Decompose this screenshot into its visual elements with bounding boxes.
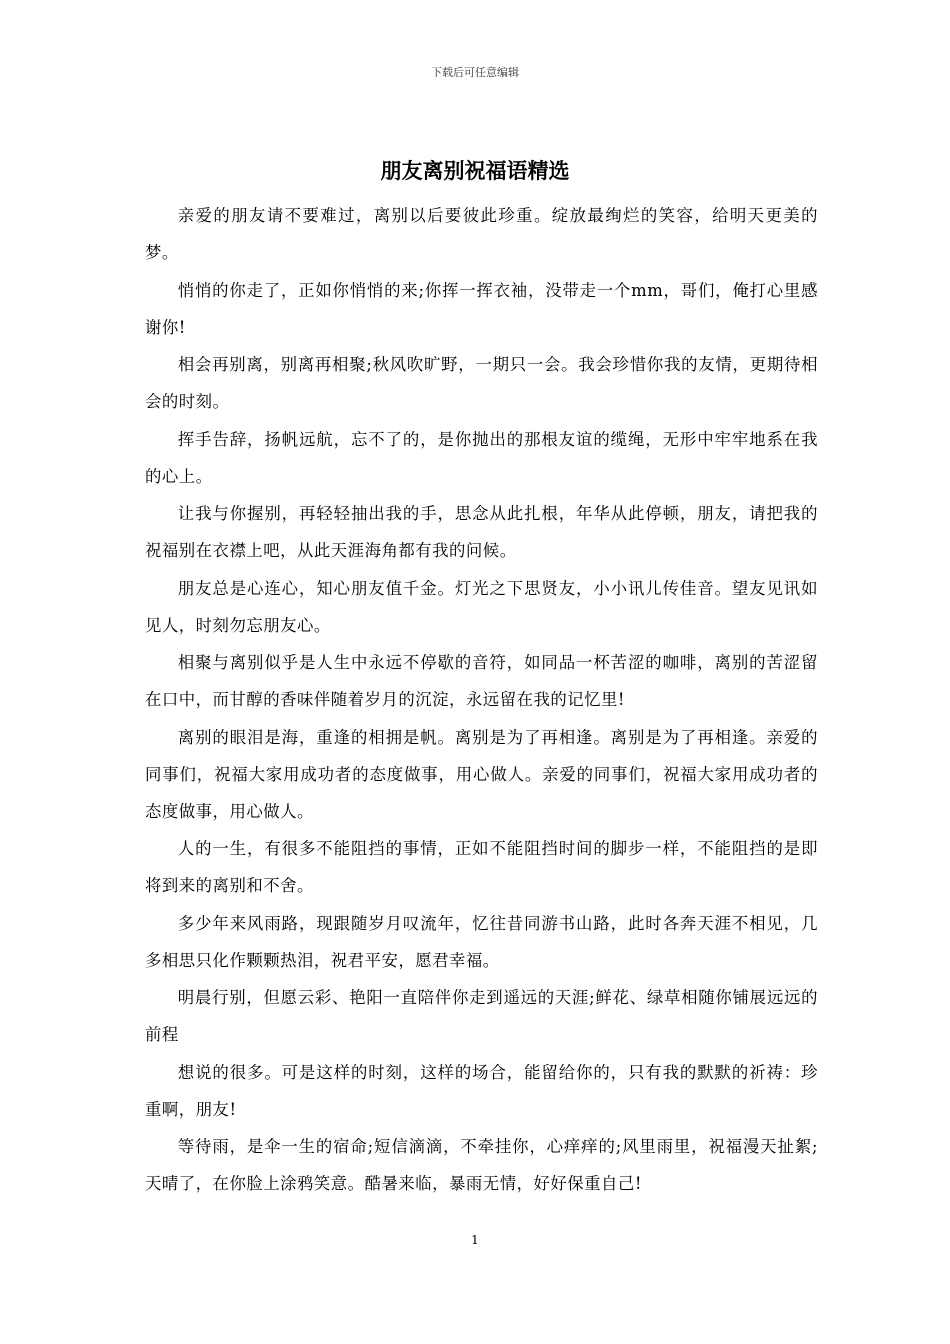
paragraph: 多少年来风雨路，现跟随岁月叹流年，忆往昔同游书山路，此时各奔天涯不相见，几多相思只化作颗颗热泪，祝君平安，愿君幸福。 bbox=[145, 913, 818, 970]
paragraph: 离别的眼泪是海，重逢的相拥是帆。离别是为了再相逢。离别是为了再相逢。亲爱的同事们，祝福大家用成功者的态度做事，用心做人。亲爱的同事们，祝福大家用成功者的态度做事，用心做人。 bbox=[145, 727, 818, 821]
paragraph: 相聚与离别似乎是人生中永远不停歇的音符，如同品一杯苦涩的咖啡，离别的苦涩留在口中，而甘醇的香味伴随着岁月的沉淀，永远留在我的记忆里! bbox=[145, 653, 818, 709]
header-note: 下载后可任意编辑 bbox=[431, 66, 519, 79]
page-number: 1 bbox=[471, 1233, 479, 1247]
paragraph: 想说的很多。可是这样的时刻，这样的场合，能留给你的，只有我的默默的祈祷：珍重啊，朋友! bbox=[145, 1062, 818, 1119]
paragraph: 挥手告辞，扬帆远航，忘不了的，是你抛出的那根友谊的缆绳，无形中牢牢地系在我的心上。 bbox=[145, 429, 818, 486]
paragraph: 等待雨，是伞一生的宿命;短信滴滴，不牵挂你，心痒痒的;风里雨里，祝福漫天扯絮;天晴了，在你脸上涂鸦笑意。酷暑来临，暴雨无情，好好保重自己! bbox=[145, 1137, 818, 1193]
document-body bbox=[145, 197, 818, 1203]
paragraph: 人的一生，有很多不能阻挡的事情，正如不能阻挡时间的脚步一样，不能阻挡的是即将到来的离别和不舍。 bbox=[145, 839, 818, 895]
paragraph: 让我与你握别，再轻轻抽出我的手，思念从此扎根，年华从此停顿，朋友，请把我的祝福别在衣襟上吧，从此天涯海角都有我的问候。 bbox=[145, 504, 818, 560]
paragraph: 明晨行别，但愿云彩、艳阳一直陪伴你走到遥远的天涯;鲜花、绿草相随你铺展远远的前程 bbox=[145, 988, 818, 1044]
document-title: 朋友离别祝福语精选 bbox=[380, 158, 570, 183]
paragraph: 亲爱的朋友请不要难过，离别以后要彼此珍重。绽放最绚烂的笑容，给明天更美的梦。 bbox=[145, 206, 818, 262]
paragraph: 悄悄的你走了，正如你悄悄的来;你挥一挥衣袖，没带走一个mm，哥们，俺打心里感谢你! bbox=[145, 280, 818, 337]
paragraph: 相会再别离，别离再相聚;秋风吹旷野，一期只一会。我会珍惜你我的友情，更期待相会的时刻。 bbox=[145, 355, 818, 411]
paragraph: 朋友总是心连心，知心朋友值千金。灯光之下思贤友，小小讯儿传佳音。望友见讯如见人，时刻勿忘朋友心。 bbox=[145, 578, 818, 635]
